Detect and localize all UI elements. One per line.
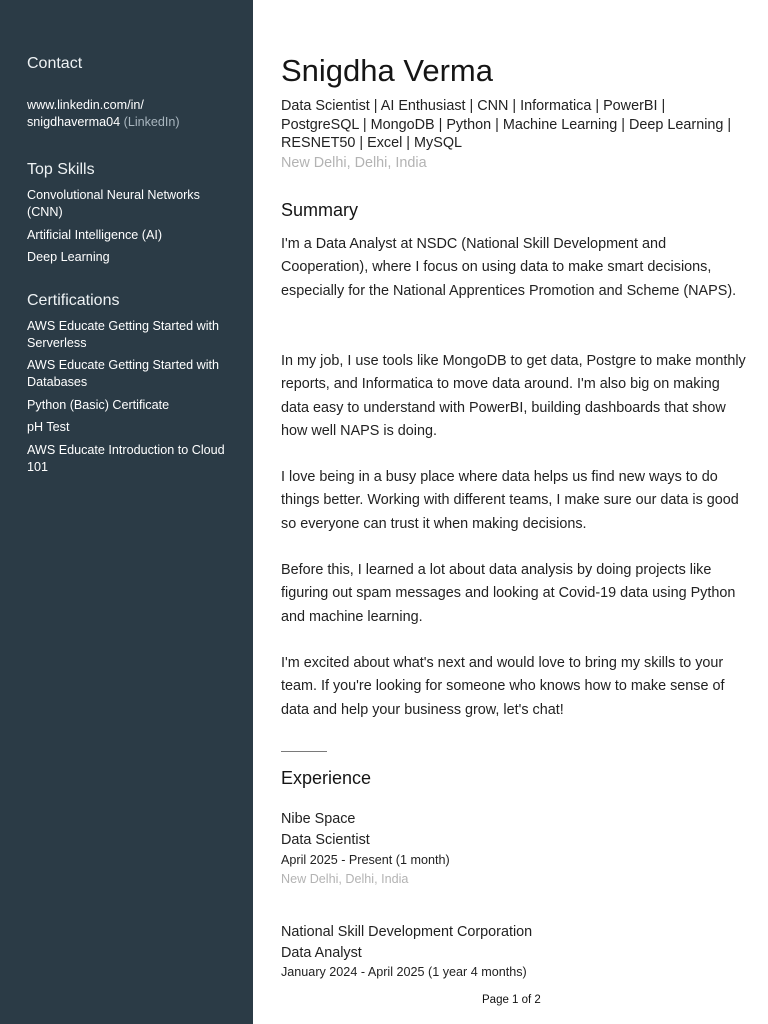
location: New Delhi, Delhi, India	[281, 155, 427, 171]
certification-item: AWS Educate Getting Started with Serverless	[27, 319, 220, 350]
job-dates: April 2025 - Present (1 month)	[281, 853, 450, 867]
linkedin-suffix: (LinkedIn)	[123, 114, 180, 129]
skill-item: Artificial Intelligence (AI)	[27, 228, 163, 242]
certification-item: AWS Educate Getting Started with Databases	[27, 358, 220, 389]
linkedin-link[interactable]	[27, 97, 237, 130]
summary-paragraph: Before this, I learned a lot about data analysis by doing projects like figuring out spam messages and looking at Covid-19 data using Python and machine learning.	[281, 562, 736, 625]
headline: Data Scientist | AI Enthusiast | CNN | Informatica | PowerBI | PostgreSQL | MongoDB | Python | Machine Learning | Deep Learning | RESNET50 | Excel | MySQL	[281, 98, 732, 151]
job-role: Data Analyst	[281, 945, 362, 961]
person-name: Snigdha Verma	[281, 53, 493, 88]
page-number: Page 1 of 2	[482, 994, 541, 1006]
job-company: National Skill Development Corporation	[281, 924, 533, 940]
linkedin-url-line1: www.linkedin.com/in/	[27, 98, 144, 112]
certifications-title: Certifications	[27, 292, 120, 309]
summary-paragraph: I love being in a busy place where data helps us find new ways to do things better. Working with different teams, I make sure our data is good so everyone can trust it when making decisions.	[281, 469, 739, 532]
job-dates: January 2024 - April 2025 (1 year 4 months)	[281, 965, 527, 979]
job-location: New Delhi, Delhi, India	[281, 872, 409, 886]
job-company: Nibe Space	[281, 811, 356, 827]
summary-paragraph: I'm a Data Analyst at NSDC (National Skill Development and Cooperation), where I focus on using data to make smart decisions, especially for the National Apprentices Promotion and Scheme (NAPS).	[281, 236, 737, 299]
summary-paragraph: I'm excited about what's next and would love to bring my skills to your team. If you're looking for someone who knows how to make sense of data and help your business grow, let's chat!	[281, 655, 725, 718]
skill-item: Convolutional Neural Networks (CNN)	[27, 188, 200, 219]
skill-item: Deep Learning	[27, 250, 110, 264]
skills-title: Top Skills	[27, 161, 95, 178]
sidebar	[0, 0, 253, 1024]
linkedin-url-line2: snigdhaverma04	[27, 114, 121, 129]
summary-paragraph: In my job, I use tools like MongoDB to get data, Postgre to make monthly reports, and Informatica to move data around. I'm also big on making data easy to understand with PowerBI, building dashboards that show how well NAPS is doing.	[281, 353, 746, 439]
job-role: Data Scientist	[281, 832, 370, 848]
summary-title: Summary	[281, 200, 359, 220]
certification-item: pH Test	[27, 420, 70, 434]
certification-item: Python (Basic) Certificate	[27, 398, 170, 412]
experience-title: Experience	[281, 768, 372, 788]
certification-item: AWS Educate Introduction to Cloud 101	[27, 443, 225, 474]
contact-title: Contact	[27, 55, 83, 72]
section-divider	[281, 751, 327, 752]
